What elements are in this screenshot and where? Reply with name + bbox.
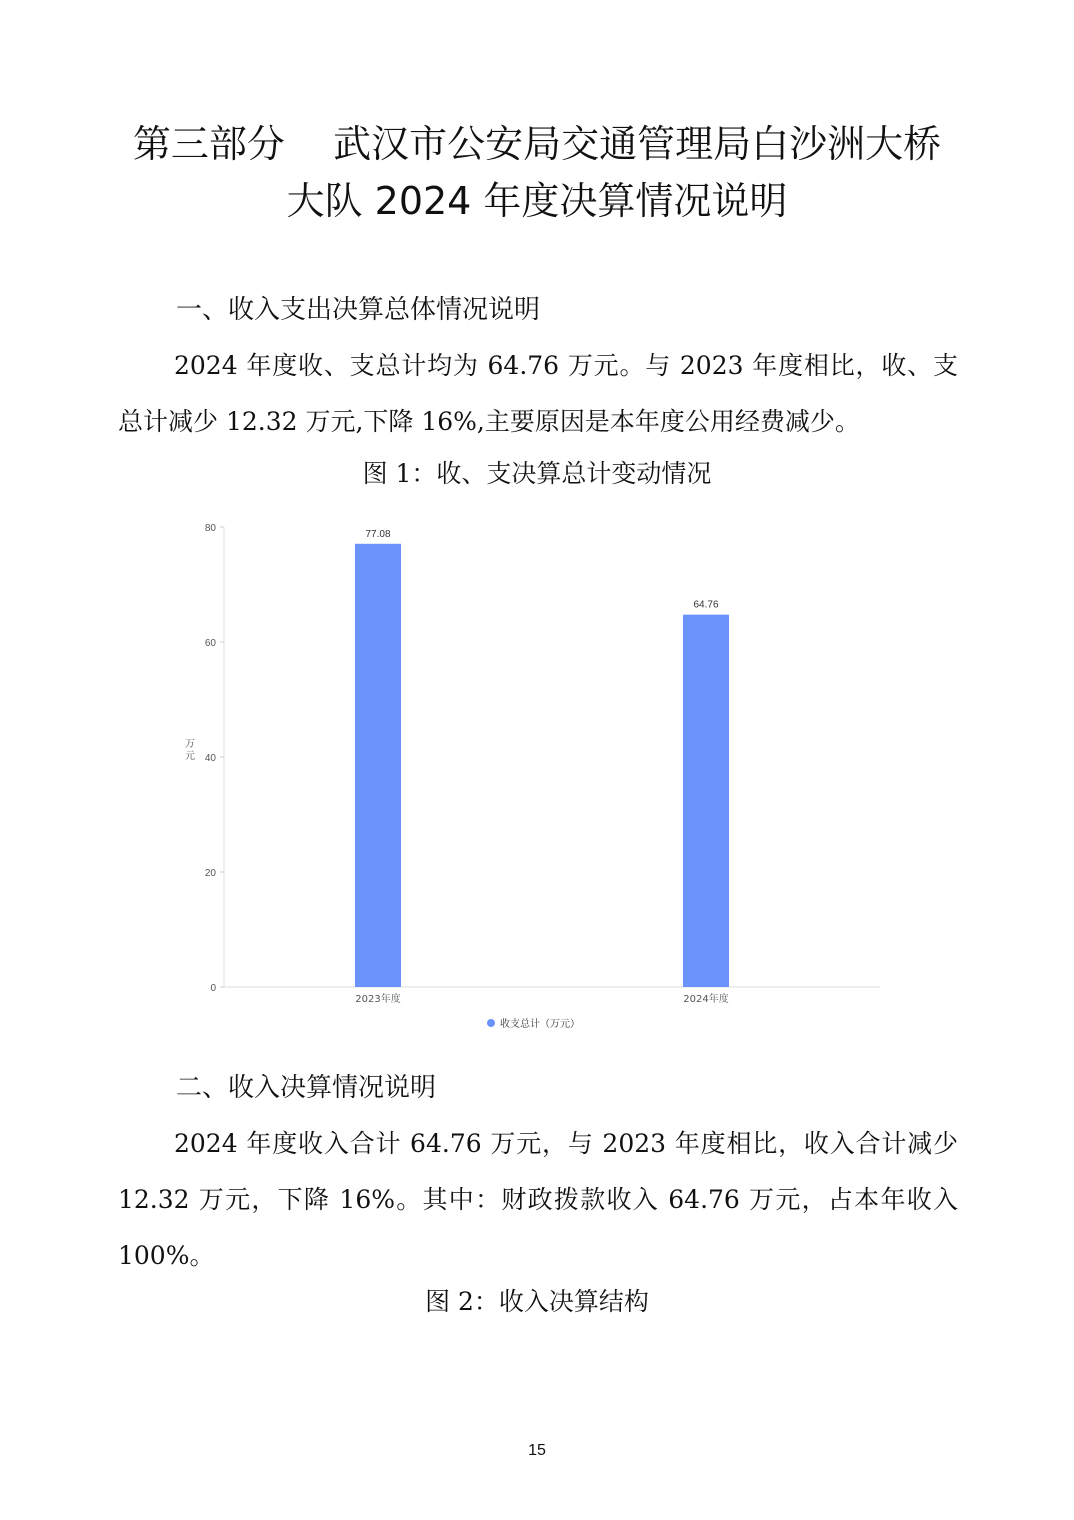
title-line-2: 大队 2024 年度决算情况说明 xyxy=(286,179,788,223)
x-tick-label: 2024年度 xyxy=(683,994,729,1005)
bar-value-label: 64.76 xyxy=(693,599,719,611)
legend-label: 收支总计（万元） xyxy=(500,1019,580,1030)
section2-paragraph: 2024 年度收入合计 64.76 万元，与 2023 年度相比，收入合计减少 12.32 万元，下降 16%。其中：财政拨款收入 64.76 万元，占本年收入 100%。 xyxy=(118,1129,958,1270)
section1-paragraph: 2024 年度收、支总计均为 64.76 万元。与 2023 年度相比，收、支总计减少 12.32 万元,下降 16%,主要原因是本年度公用经费减少。 xyxy=(118,351,958,436)
y-tick-label: 60 xyxy=(204,638,216,649)
bar-1 xyxy=(355,544,401,987)
y-tick-label: 80 xyxy=(204,523,216,534)
legend-swatch xyxy=(487,1019,495,1027)
figure1-caption: 图 1：收、支决算总计变动情况 xyxy=(362,459,712,488)
page-number: 15 xyxy=(528,1442,546,1459)
y-tick-label: 40 xyxy=(204,753,216,764)
section2-heading: 二、收入决算情况说明 xyxy=(176,1073,437,1103)
bar-2 xyxy=(683,615,729,987)
x-tick-label: 2023年度 xyxy=(355,994,401,1005)
y-axis-label: 万元 xyxy=(185,739,195,762)
figure2-caption: 图 2：收入决算结构 xyxy=(425,1287,649,1316)
bar-value-label: 77.08 xyxy=(365,528,391,540)
section1-heading: 一、收入支出决算总体情况说明 xyxy=(176,295,541,325)
y-tick-label: 20 xyxy=(204,868,216,879)
bar-chart xyxy=(150,510,890,1040)
y-tick-label: 0 xyxy=(210,983,216,994)
title-line-1: 第三部分 武汉市公安局交通管理局白沙洲大桥 xyxy=(132,122,942,166)
